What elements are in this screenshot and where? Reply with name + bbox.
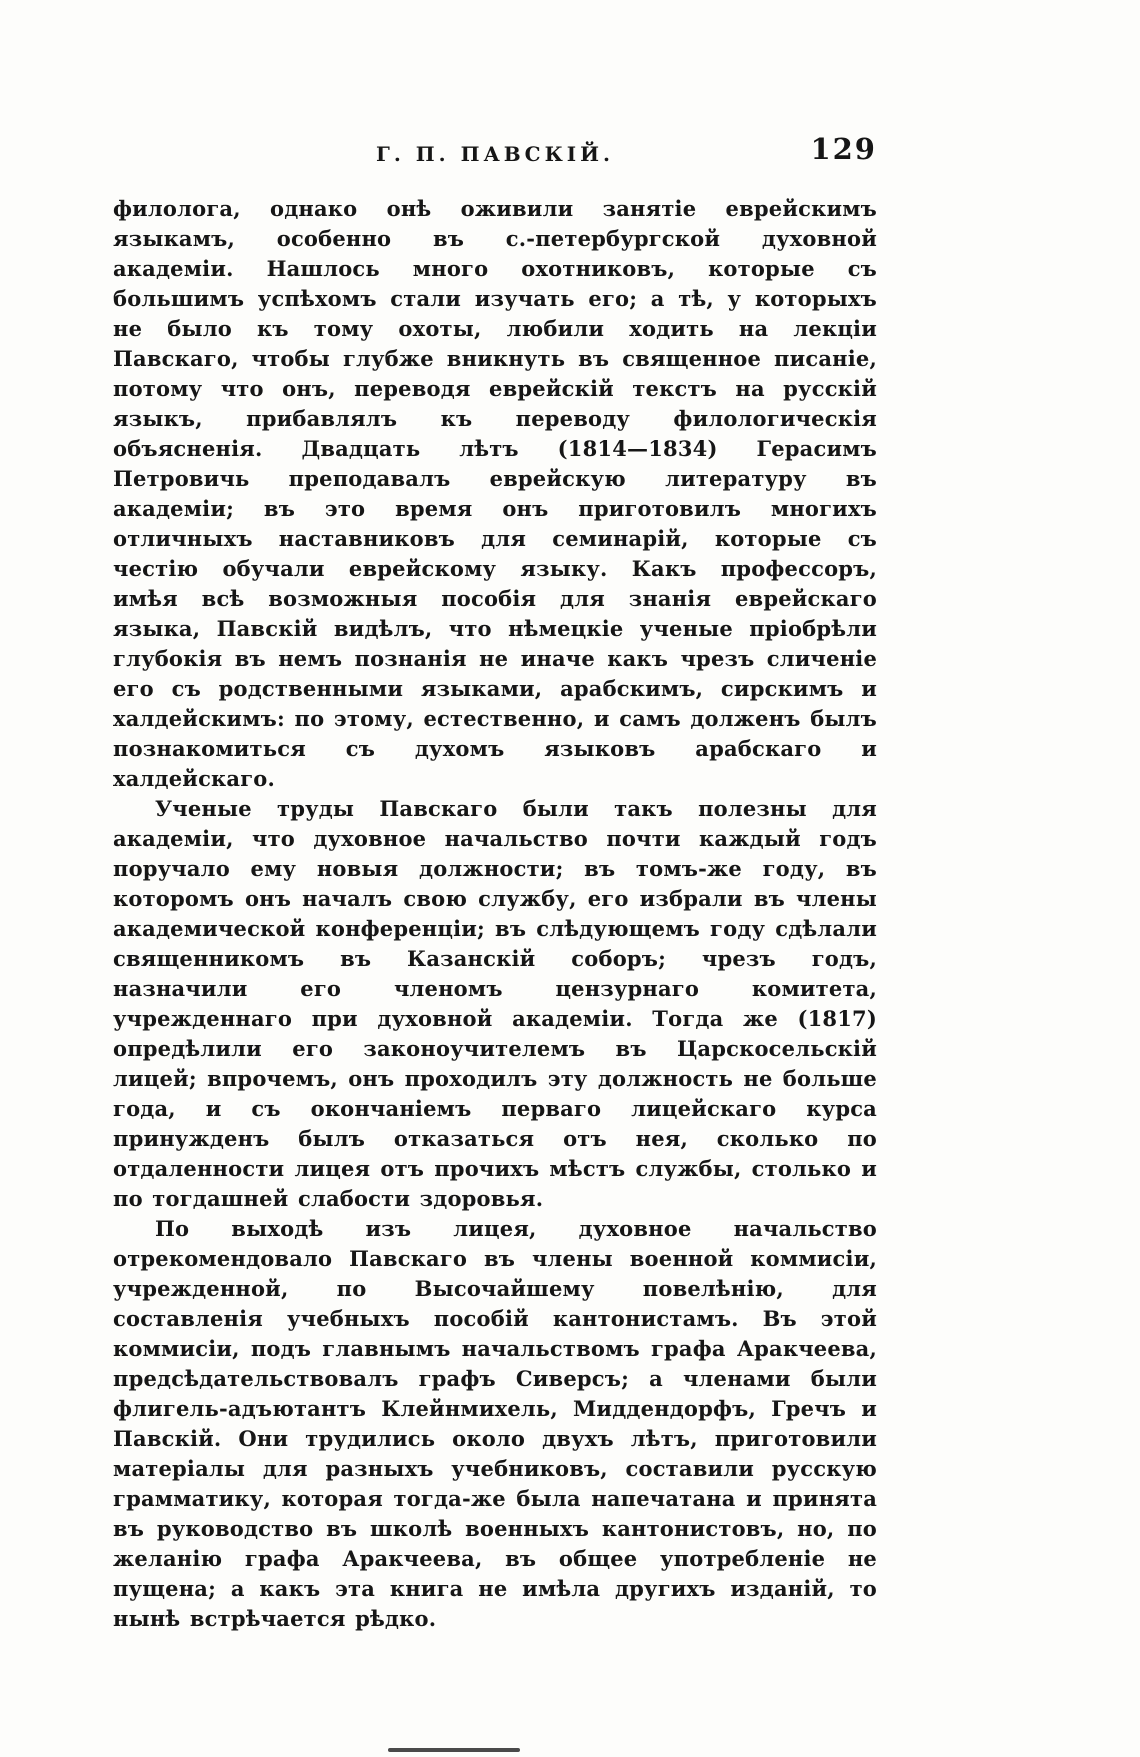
text-column [113, 132, 877, 1634]
paragraph: Ученые труды Павскаго были такъ полезны для академіи, что духовное начальство почти каждый годъ поручало ему новыя должности; въ томъ-же году, въ которомъ онъ началъ свою службу, его избрали въ члены академической конференціи; въ слѣдующемъ году сдѣлали священникомъ въ Казанскій соборъ; чрезъ годъ, назначили его членомъ цензурнаго комитета, учрежденнаго при духовной академіи. Тогда же (1817) опредѣлили его законоучителемъ въ Царскосельскій лицей; впрочемъ, онъ проходилъ эту должность не больше года, и съ окончаніемъ перваго лицейскаго курса принужденъ былъ отказаться отъ нея, сколько по отдаленности лицея отъ прочихъ мѣстъ службы, столько и по тогдашней слабости здоровья. [113, 796, 877, 1211]
scan-artifact [388, 1748, 520, 1752]
page-header [113, 132, 877, 174]
paragraph: По выходѣ изъ лицея, духовное начальство отрекомендовало Павскаго въ члены военной коммисіи, учрежденной, по Высочайшему повелѣнію, для составленія учебныхъ пособій кантонистамъ. Въ этой коммисіи, подъ главнымъ начальствомъ графа Аракчеева, предсѣдательствовалъ графъ Сиверсъ; а членами были флигель-адъютантъ Клейнмихель, Миддендорфъ, Гречъ и Павскій. Они трудились около двухъ лѣтъ, приготовили матеріалы для разныхъ учебниковъ, составили русскую грамматику, которая тогда-же была напечатана и принята въ руководство въ школѣ военныхъ кантонистовъ, но, по желанію графа Аракчеева, въ общее употребленіе не пущена; а какъ эта книга не имѣла другихъ изданій, то нынѣ встрѣчается рѣдко. [113, 1216, 877, 1631]
body-text [113, 194, 877, 1634]
running-title: Г. П. ПАВСКІЙ. [376, 142, 614, 166]
page-number: 129 [810, 132, 877, 166]
paragraph: филолога, однако онѣ оживили занятіе еврейскимъ языкамъ, особенно въ с.-петербургской духовной академіи. Нашлось много охотниковъ, которые съ большимъ успѣхомъ стали изучать его; а тѣ, у которыхъ не было къ тому охоты, любили ходить на лекціи Павскаго, чтобы глубже вникнуть въ священное писаніе, потому что онъ, переводя еврейскій текстъ на русскій языкъ, прибавлялъ къ переводу филологическія объясненія. Двадцать лѣтъ (1814—1834) Герасимъ Петровичь преподавалъ еврейскую литературу въ академіи; въ это время онъ приготовилъ многихъ отличныхъ наставниковъ для семинарій, которые съ честію обучали еврейскому языку. Какъ профессоръ, имѣя всѣ возможныя пособія для знанія еврейскаго языка, Павскій видѣлъ, что нѣмецкіе ученые пріобрѣли глубокія въ немъ познанія не иначе какъ чрезъ сличеніе его съ родственными языками, арабскимъ, сирскимъ и халдейскимъ: по этому, естественно, и самъ долженъ былъ познакомиться съ духомъ языковъ арабскаго и халдейскаго. [113, 196, 877, 791]
